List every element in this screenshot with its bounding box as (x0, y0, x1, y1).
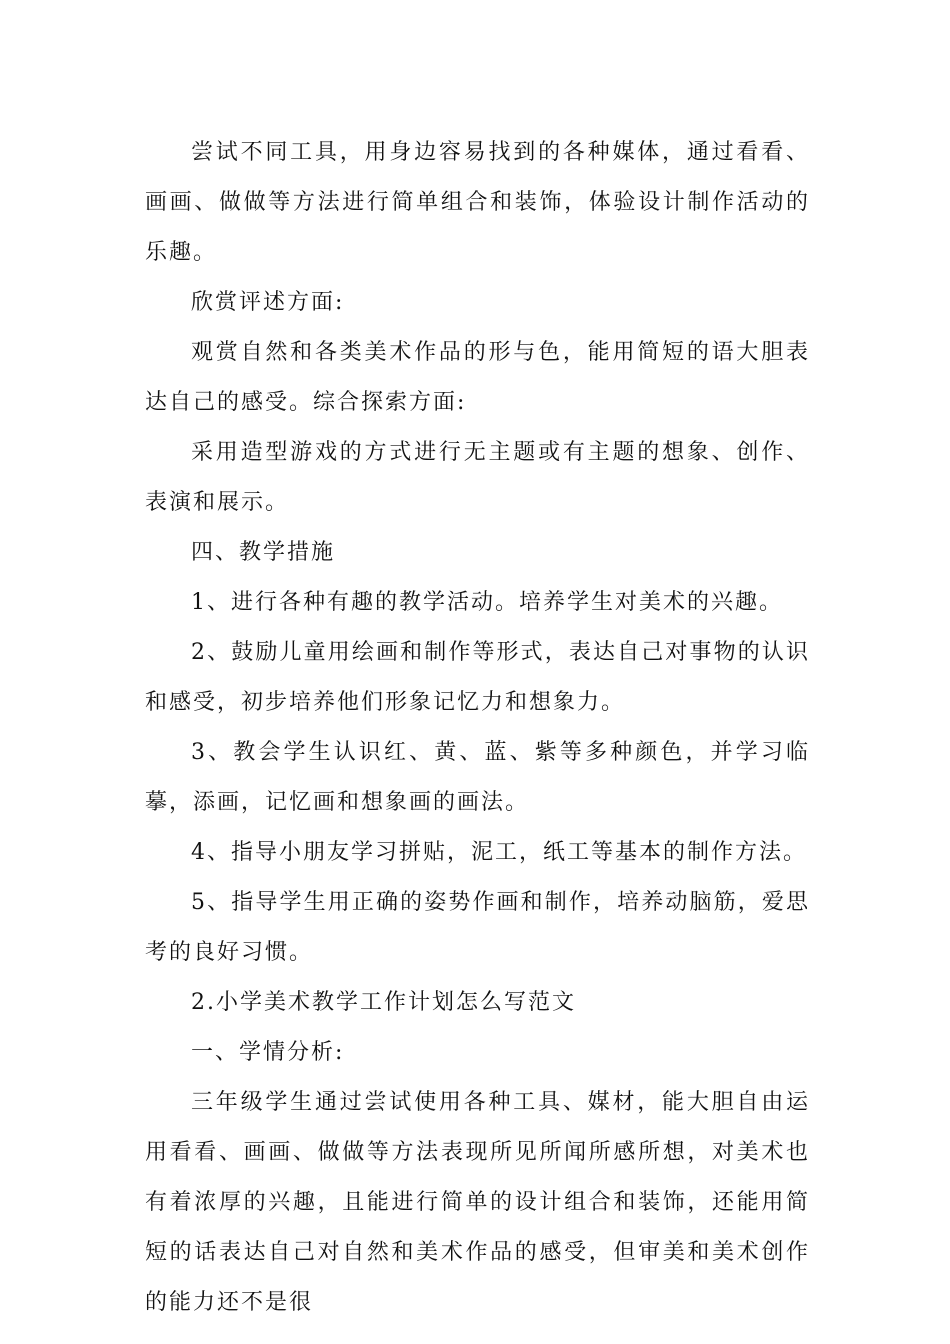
document-body (145, 128, 810, 1328)
section-heading-student-analysis: 一、学情分析: (191, 1040, 345, 1065)
paragraph-appreciation-heading: 欣赏评述方面: (191, 290, 345, 315)
list-item-2: 2、鼓励儿童用绘画和制作等形式，表达自己对事物的认识和感受，初步培养他们形象记忆力和想象力。 (145, 640, 810, 715)
section-heading-teaching-measures: 四、教学措施 (191, 540, 336, 565)
section-title-sample-plan: 2.小学美术教学工作计划怎么写范文 (191, 990, 576, 1015)
paragraph-modeling-games: 采用造型游戏的方式进行无主题或有主题的想象、创作、表演和展示。 (145, 440, 810, 515)
paragraph-appreciation: 观赏自然和各类美术作品的形与色，能用简短的语大胆表达自己的感受。综合探索方面: (145, 340, 810, 415)
paragraph-tools-trial: 尝试不同工具，用身边容易找到的各种媒体，通过看看、画画、做做等方法进行简单组合和装饰，体验设计制作活动的乐趣。 (145, 140, 810, 265)
list-item-4: 4、指导小朋友学习拼贴，泥工，纸工等基本的制作方法。 (191, 840, 807, 865)
list-item-3: 3、教会学生认识红、黄、蓝、紫等多种颜色，并学习临摹，添画，记忆画和想象画的画法。 (145, 740, 810, 815)
list-item-5: 5、指导学生用正确的姿势作画和制作，培养动脑筋，爱思考的良好习惯。 (145, 890, 810, 965)
list-item-1: 1、进行各种有趣的教学活动。培养学生对美术的兴趣。 (191, 590, 783, 615)
paragraph-student-analysis: 三年级学生通过尝试使用各种工具、媒材，能大胆自由运用看看、画画、做做等方法表现所见所闻所感所想，对美术也有着浓厚的兴趣，且能进行简单的设计组合和装饰，还能用简短的话表达自己对自然和美术作品的感受，但审美和美术创作的能力还不是很 (145, 1090, 810, 1315)
